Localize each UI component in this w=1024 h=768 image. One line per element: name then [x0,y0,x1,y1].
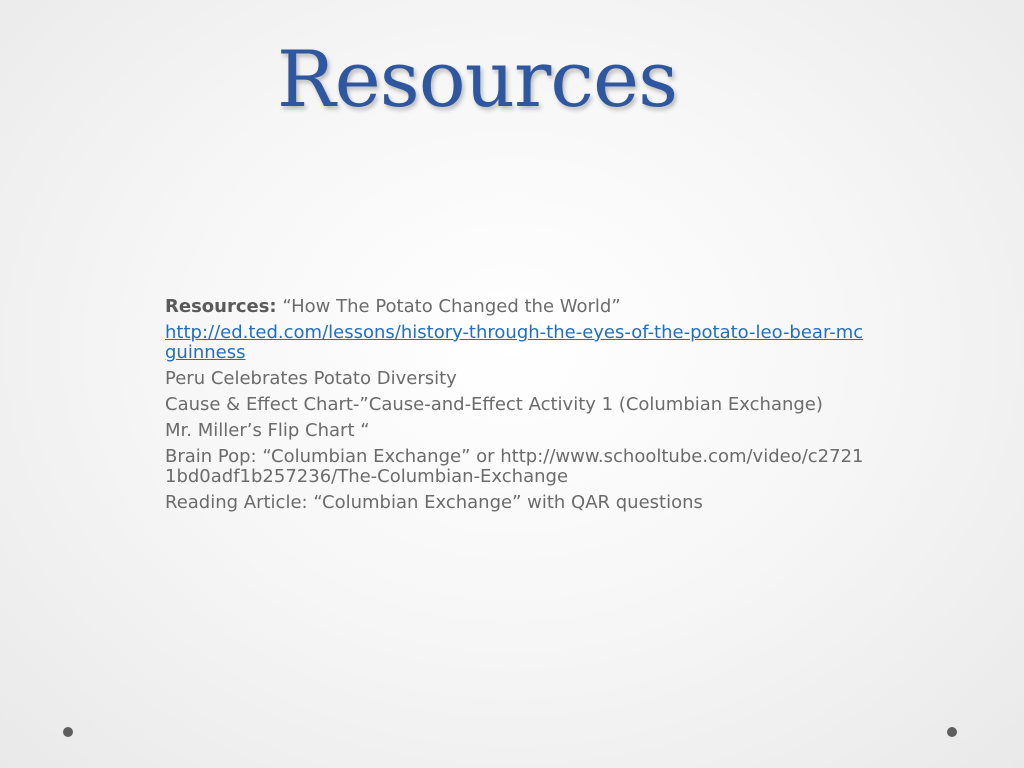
slide-title: Resources [276,35,678,125]
miller-line: Mr. Miller’s Flip Chart “ [165,420,370,441]
right-corner-dot [947,727,957,737]
reading-article-line: Reading Article: “Columbian Exchange” with QAR questions [165,492,703,513]
resources-title: “How The Potato Changed the World” [276,296,621,317]
left-corner-dot [63,727,73,737]
resources-line [165,297,865,317]
brainpop-line: Brain Pop: “Columbian Exchange” or http://www.schooltube.com/video/c27211bd0adf1b257236/The-Columbian-Exchange [165,446,864,487]
ted-link[interactable]: http://ed.ted.com/lessons/history-through-the-eyes-of-the-potato-leo-bear-mcguinness [165,322,864,363]
peru-line: Peru Celebrates Potato Diversity [165,368,457,389]
resources-label: Resources: [165,296,277,317]
cause-effect-line: Cause & Effect Chart-”Cause-and-Effect Activity 1 (Columbian Exchange) [165,394,823,415]
ted-link-line [165,323,865,363]
slide-body [165,297,865,519]
